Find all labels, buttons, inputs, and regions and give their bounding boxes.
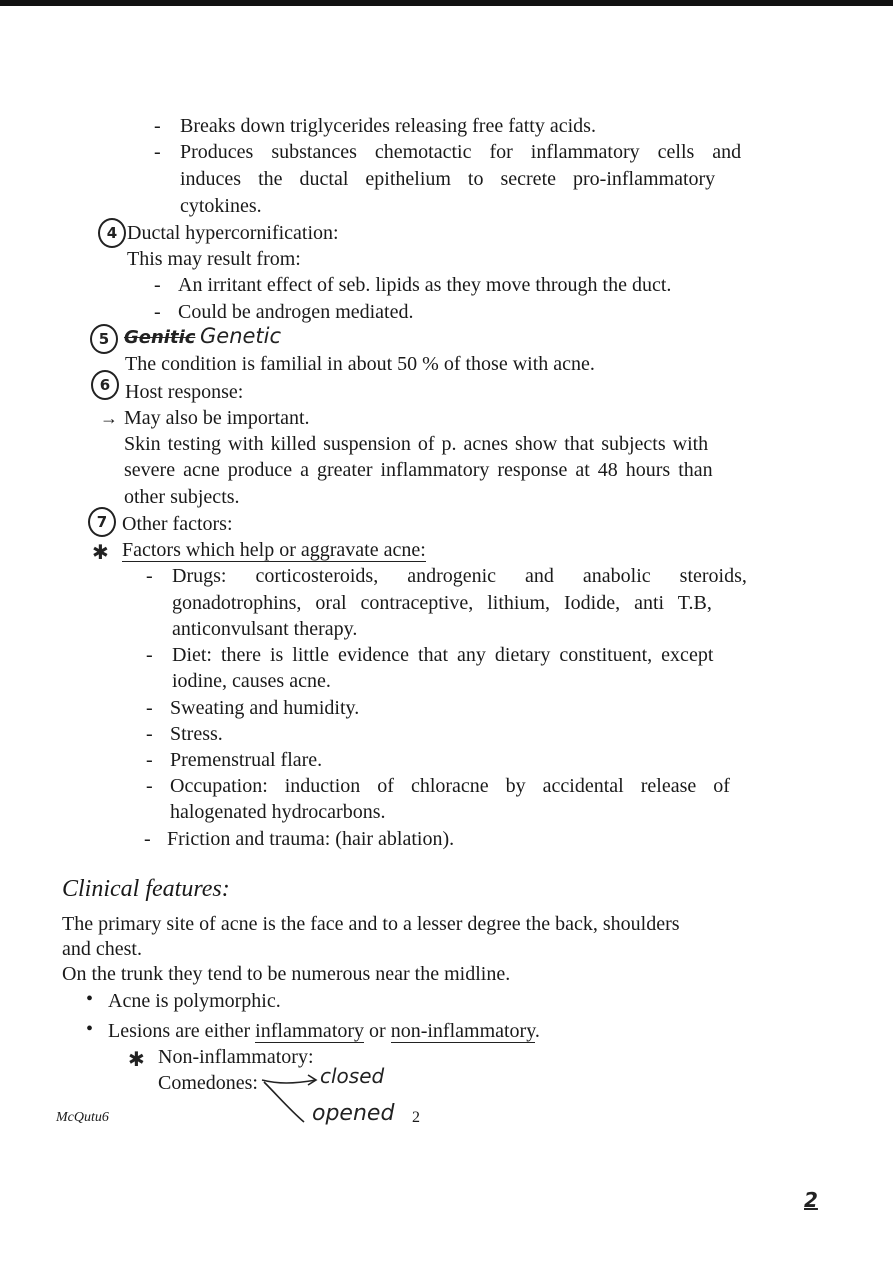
handwritten-closed: closed [320, 1064, 385, 1088]
dash: - [146, 775, 153, 797]
line-13: Skin testing with killed suspension of p. acnes show that subjects with [124, 433, 709, 455]
line-33-period: . [534, 1020, 540, 1042]
line-33-or: or [369, 1020, 386, 1042]
line-34: Non-inflammatory: [158, 1046, 314, 1068]
dash: - [146, 565, 153, 587]
bullet-icon: • [86, 1018, 94, 1040]
bullet-icon: • [86, 988, 94, 1010]
line-15: other subjects. [124, 486, 240, 508]
dash: - [146, 644, 153, 666]
line-19: gonadotrophins, oral contraceptive, lithium, Iodide, anti T.B, [172, 592, 712, 614]
line-2 [180, 140, 800, 164]
line-14: severe acne produce a greater inflammatory response at 48 hours than [124, 459, 713, 481]
number-5-circle: 5 [90, 324, 118, 354]
dash: - [146, 749, 153, 771]
dash: - [154, 115, 161, 137]
dash: - [146, 723, 153, 745]
inflammatory-underlined: inflammatory [255, 1020, 365, 1042]
line-32: Acne is polymorphic. [108, 990, 281, 1012]
line-18: Drugs: corticosteroids, androgenic and anabolic steroids, [172, 565, 747, 587]
page-number: 2 [412, 1109, 420, 1126]
line-35: Comedones: [158, 1072, 258, 1094]
line-24: Stress. [170, 723, 223, 745]
line-23: Sweating and humidity. [170, 697, 360, 719]
handwritten-genetic: Genetic [200, 324, 282, 348]
line-22: iodine, causes acne. [172, 670, 331, 692]
non-inflammatory-underlined: non-inflammatory [390, 1020, 535, 1042]
handwritten-crossed-word: Genitic [124, 327, 196, 348]
handwritten-opened: opened [312, 1101, 395, 1126]
line-17 [122, 538, 426, 562]
line-16: Other factors: [122, 513, 233, 535]
corner-page-mark: 2 [804, 1188, 818, 1212]
line-20: anticonvulsant therapy. [172, 618, 358, 640]
dash: - [154, 141, 161, 163]
dash: - [144, 828, 151, 850]
line-6: This may result from: [127, 248, 301, 270]
number-6-circle: 6 [91, 370, 119, 400]
line-2-text: Produces substances chemotactic for inflammatory cells and [180, 141, 742, 163]
line-26: Occupation: induction of chloracne by accidental release of [170, 775, 730, 797]
line-8: Could be androgen mediated. [178, 301, 414, 323]
dash: - [154, 301, 161, 323]
line-31: On the trunk they tend to be numerous near the midline. [62, 963, 511, 985]
dash: - [146, 697, 153, 719]
arrow-icon: → [100, 408, 118, 428]
line-33 [108, 1019, 540, 1043]
line-33-start: Lesions are either [108, 1020, 251, 1042]
line-27: halogenated hydrocarbons. [170, 801, 386, 823]
footer-author: McQutu6 [56, 1110, 109, 1125]
line-21: Diet: there is little evidence that any dietary constituent, except [172, 644, 714, 666]
number-4-circle: 4 [98, 218, 126, 248]
line-25: Premenstrual flare. [170, 749, 323, 771]
line-3: induces the ductal epithelium to secrete pro-inflammatory [180, 168, 716, 190]
line-28: Friction and trauma: (hair ablation). [167, 828, 455, 850]
number-7-circle: 7 [88, 507, 116, 537]
line-5: Ductal hypercornification: [127, 222, 339, 244]
line-17-underlined: Factors which help or aggravate acne: [122, 539, 426, 561]
line-4: cytokines. [180, 195, 262, 217]
dash: - [154, 274, 161, 296]
line-11: Host response: [125, 381, 244, 403]
line-29: The primary site of acne is the face and to a lesser degree the back, shoulders [62, 913, 680, 935]
line-30: and chest. [62, 938, 142, 960]
star-icon: ✱ [92, 542, 109, 564]
line-12: May also be important. [124, 407, 310, 429]
line-7: An irritant effect of seb. lipids as they move through the duct. [178, 274, 672, 296]
line-10: The condition is familial in about 50 % of those with acne. [125, 353, 595, 375]
section-heading: Clinical features: [62, 876, 230, 902]
page-top-edge [0, 0, 893, 6]
line-1: Breaks down triglycerides releasing free fatty acids. [180, 115, 596, 137]
star-icon: ✱ [128, 1049, 145, 1071]
